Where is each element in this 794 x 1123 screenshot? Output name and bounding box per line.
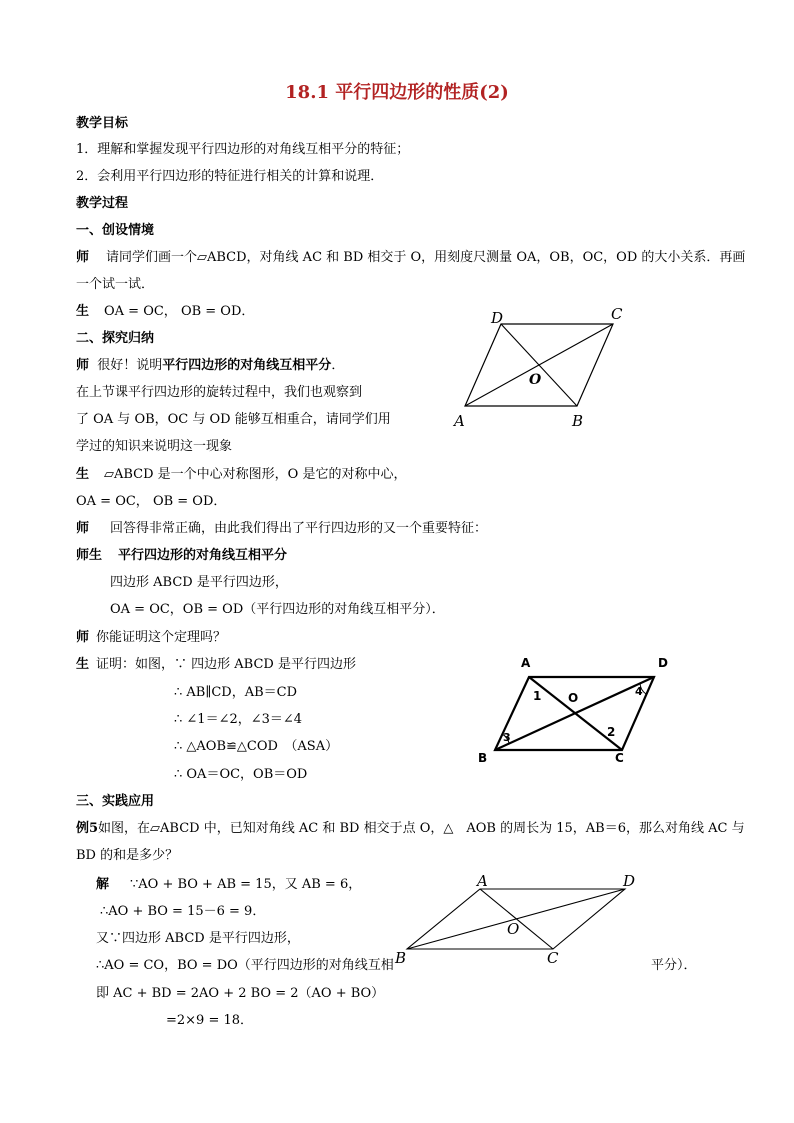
theorem-line-1: 四边形 ABCD 是平行四边形， [110,575,288,590]
section2-heading: 二、探究归纳 [76,331,155,346]
goal-item-2: 2．会利用平行四边形的特征进行相关的计算和说理． [76,169,384,184]
student-text-cont: OA = OC， OB = OD． [76,494,227,509]
proof-step-1: ∴ AB∥CD，AB＝CD [174,685,298,700]
solution-line-4: ∴AO = CO，BO = DO（平行四边形的对角线互相 [96,958,394,973]
center-label-o: O [507,920,520,938]
proof-step-3: ∴ △AOB≌△COD （ASA） [174,739,339,754]
vertex-label-d: D [658,656,668,670]
teacher-text-cont: 一个试一试． [76,277,155,292]
paragraph-line-3: 学过的知识来说明这一现象 [76,439,233,454]
teacher-label: 师 [76,521,90,536]
teacher-line [76,357,344,375]
solution-label: 解 [96,877,110,892]
vertex-label-c: C [547,949,559,967]
solution-line-5: 即 AC + BD = 2AO + 2 BO = 2（AO + BO） [96,986,385,1001]
example-line [76,820,745,838]
vertex-label-d: D [491,309,504,327]
section3-heading: 三、实践应用 [76,794,155,809]
figure-parallelogram-3 [390,870,650,975]
page-title: 18.1 平行四边形的性质(2) [285,82,509,103]
solution-line-2: ∴AO + BO = 15－6 = 9． [100,904,266,919]
example-label: 例5 [76,821,99,836]
angle-label-4: 4 [635,685,643,698]
vertex-label-a: A [477,872,488,890]
theorem-line-2: OA = OC，OB = OD（平行四边形的对角线互相平分）． [110,602,445,617]
vertex-label-a: A [454,412,465,430]
teacher-student-label: 师生 [76,548,103,563]
student-label: 生 [76,304,90,319]
goals-heading: 教学目标 [76,116,129,131]
vertex-label-c: C [615,751,624,765]
student-label: 生 [76,467,90,482]
solution-line-3: 又∵四边形 ABCD 是平行四边形， [96,931,300,946]
teacher-label: 师 [76,250,90,265]
vertex-label-b: B [478,751,488,765]
goal-item-1: 1．理解和掌握发现平行四边形的对角线互相平分的特征； [76,142,410,157]
paragraph-line-1: 在上节课平行四边形的旋转过程中，我们也观察到 [76,385,363,400]
process-heading: 教学过程 [76,196,129,211]
theorem-highlight: 平行四边形的对角线互相平分 [162,358,332,373]
teacher-plain: 很好！说明 [97,358,163,373]
diagonal-ac [480,889,553,949]
teacher-label: 师 [76,358,90,373]
angle-label-1: 1 [533,689,542,703]
teacher-label: 师 [76,630,90,645]
example-text-cont: BD 的和是多少？ [76,848,179,863]
example-text: 如图，在▱ABCD 中，已知对角线 AC 和 BD 相交于点 O，△ AOB 的周长为 15，AB＝6，那么对角线 AC 与 [98,821,745,836]
solution-line-1: ∵AO + BO + AB = 15，又 AB = 6， [130,877,362,892]
vertex-label-d: D [623,872,636,890]
paragraph-line-2: 了 OA 与 OB，OC 与 OD 能够互相重合，请同学们用 [76,412,391,427]
solution-line-6: =2×9 = 18． [166,1013,254,1028]
proof-step-2: ∴ ∠1＝∠2，∠3＝∠4 [174,712,303,727]
vertex-label-b: B [572,412,584,430]
proof-intro: 证明：如图，∵ 四边形 ABCD 是平行四边形 [96,657,356,672]
teacher-end: ． [331,358,345,373]
vertex-label-a: A [521,656,531,670]
teacher-question: 你能证明这个定理吗？ [96,630,227,645]
student-label: 生 [76,657,90,672]
figure-parallelogram-2 [470,650,680,770]
teacher-text: 回答得非常正确，由此我们得出了平行四边形的又一个重要特征： [110,521,488,536]
angle-label-2: 2 [607,725,616,739]
theorem-statement: 平行四边形的对角线互相平分 [118,548,288,563]
diagonal-bd [495,677,654,750]
angle-label-3: 3 [503,731,511,744]
solution-line-4-tail: 平分）． [651,958,697,973]
figure-parallelogram-1 [440,300,640,435]
teacher-text: 请同学们画一个▱ABCD，对角线 AC 和 BD 相交于 O，用刻度尺测量 OA，OB，OC，OD 的大小关系．再画 [106,250,746,265]
diagonal-bd [501,324,577,406]
center-label-o: O [529,372,542,388]
center-label-o: O [568,691,579,705]
student-text: ▱ABCD 是一个中心对称图形，O 是它的对称中心， [104,467,407,482]
vertex-label-b: B [395,949,407,967]
proof-step-4: ∴ OA＝OC，OB＝OD [174,767,308,782]
section1-heading: 一、创设情境 [76,223,155,238]
vertex-label-c: C [611,305,623,323]
student-text: OA = OC， OB = OD． [104,304,255,319]
